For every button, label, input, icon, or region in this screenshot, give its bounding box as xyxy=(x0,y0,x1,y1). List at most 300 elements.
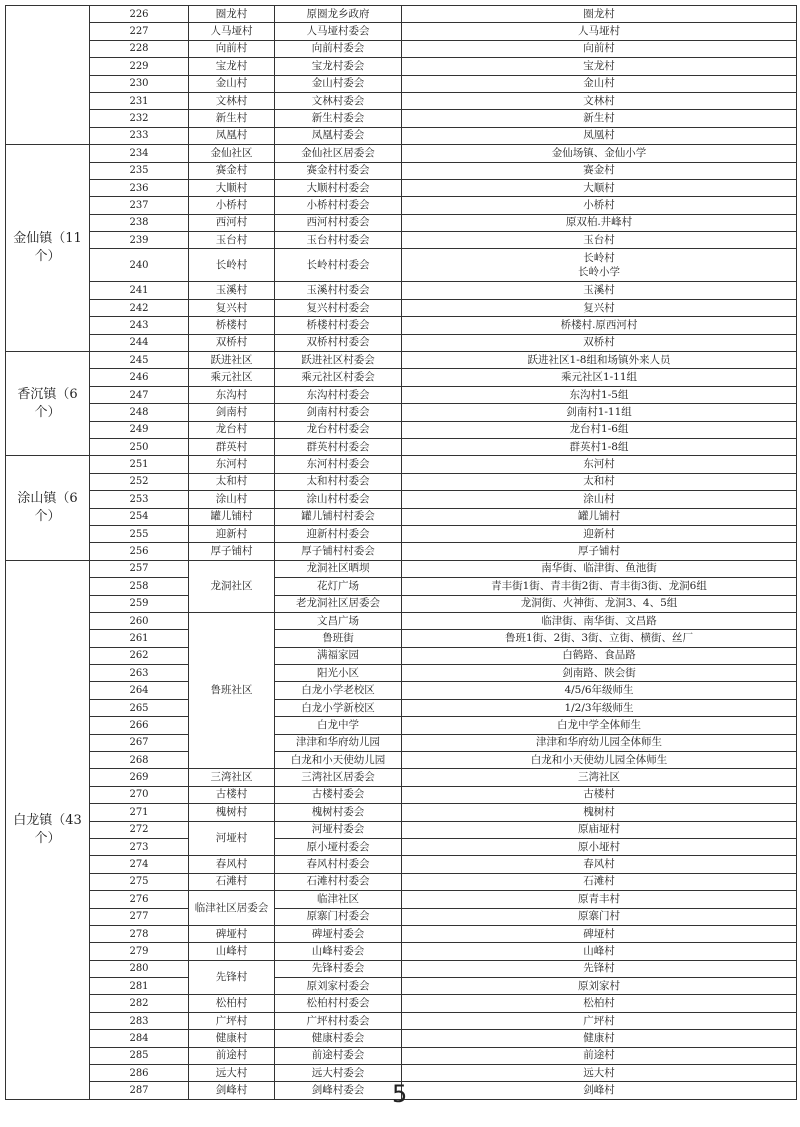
table-row xyxy=(6,162,797,179)
site-cell: 白龙和小天使幼儿园 xyxy=(275,752,402,769)
coverage-cell: 槐树村 xyxy=(402,804,797,821)
site-cell: 玉台村村委会 xyxy=(275,232,402,249)
row-number: 281 xyxy=(90,978,189,995)
site-cell: 石滩村村委会 xyxy=(275,873,402,890)
coverage-cell: 青丰街1街、青丰街2街、青丰街3街、龙洞6组 xyxy=(402,578,797,595)
site-cell: 文林村委会 xyxy=(275,92,402,109)
site-cell: 广坪村村委会 xyxy=(275,1012,402,1029)
coverage-cell: 原双柏.井峰村 xyxy=(402,214,797,231)
village-cell: 广坪村 xyxy=(189,1012,275,1029)
table-row xyxy=(6,473,797,490)
row-number: 233 xyxy=(90,127,189,144)
table-row xyxy=(6,369,797,386)
coverage-cell: 小桥村 xyxy=(402,197,797,214)
table-row xyxy=(6,456,797,473)
row-number: 286 xyxy=(90,1065,189,1082)
site-cell: 花灯广场 xyxy=(275,578,402,595)
site-cell: 剑峰村委会 xyxy=(275,1082,402,1099)
site-cell: 赛金村村委会 xyxy=(275,162,402,179)
site-cell: 桥楼村村委会 xyxy=(275,317,402,334)
table-row xyxy=(6,334,797,351)
coverage-cell: 乘元社区1-11组 xyxy=(402,369,797,386)
village-cell: 剑峰村 xyxy=(189,1082,275,1099)
village-cell: 复兴村 xyxy=(189,299,275,316)
coverage-cell: 临津街、南华街、文昌路 xyxy=(402,612,797,629)
table-row xyxy=(6,92,797,109)
coverage-cell: 先锋村 xyxy=(402,960,797,977)
table-row xyxy=(6,249,797,282)
table-row xyxy=(6,647,797,664)
village-cell: 圈龙村 xyxy=(189,6,275,23)
coverage-cell: 向前村 xyxy=(402,40,797,57)
village-cell: 厚子铺村 xyxy=(189,543,275,560)
coverage-cell: 古楼村 xyxy=(402,786,797,803)
village-cell: 小桥村 xyxy=(189,197,275,214)
table-row xyxy=(6,232,797,249)
village-cell: 群英村 xyxy=(189,438,275,455)
site-cell: 金山村委会 xyxy=(275,75,402,92)
table-row xyxy=(6,838,797,855)
village-cell: 前途村 xyxy=(189,1047,275,1064)
coverage-cell xyxy=(402,249,797,282)
row-number: 283 xyxy=(90,1012,189,1029)
table-row xyxy=(6,856,797,873)
coverage-cell: 白龙和小天使幼儿园全体师生 xyxy=(402,752,797,769)
coverage-cell: 原庙垭村 xyxy=(402,821,797,838)
coverage-cell: 山峰村 xyxy=(402,943,797,960)
row-number: 235 xyxy=(90,162,189,179)
site-cell: 文昌广场 xyxy=(275,612,402,629)
table-row xyxy=(6,612,797,629)
village-cell: 春风村 xyxy=(189,856,275,873)
site-cell: 金仙社区居委会 xyxy=(275,145,402,162)
coverage-cell: 新生村 xyxy=(402,110,797,127)
table-row xyxy=(6,1030,797,1047)
table-row xyxy=(6,282,797,299)
town-cell: 涂山镇（6个） xyxy=(6,456,90,560)
row-number: 255 xyxy=(90,525,189,542)
row-number: 238 xyxy=(90,214,189,231)
site-cell: 西河村村委会 xyxy=(275,214,402,231)
site-cell: 龙台村村委会 xyxy=(275,421,402,438)
site-cell: 满福家园 xyxy=(275,647,402,664)
village-cell: 金山村 xyxy=(189,75,275,92)
row-number: 246 xyxy=(90,369,189,386)
table-row xyxy=(6,40,797,57)
row-number: 230 xyxy=(90,75,189,92)
table-row xyxy=(6,386,797,403)
table-row xyxy=(6,786,797,803)
table-row xyxy=(6,145,797,162)
village-cell: 跃进社区 xyxy=(189,352,275,369)
coverage-cell: 宝龙村 xyxy=(402,58,797,75)
village-cell: 赛金村 xyxy=(189,162,275,179)
coverage-cell: 津津和华府幼儿园全体师生 xyxy=(402,734,797,751)
table-row xyxy=(6,943,797,960)
site-cell: 原小垭村委会 xyxy=(275,838,402,855)
village-cell: 涂山村 xyxy=(189,491,275,508)
village-cell: 槐树村 xyxy=(189,804,275,821)
site-cell: 跃进社区村委会 xyxy=(275,352,402,369)
table-row xyxy=(6,699,797,716)
site-cell: 乘元社区村委会 xyxy=(275,369,402,386)
town-cell: 香沉镇（6个） xyxy=(6,352,90,456)
coverage-cell: 原寨门村 xyxy=(402,908,797,925)
table-row xyxy=(6,525,797,542)
site-cell: 厚子铺村村委会 xyxy=(275,543,402,560)
village-cell: 古楼村 xyxy=(189,786,275,803)
row-number: 273 xyxy=(90,838,189,855)
coverage-cell: 罐儿铺村 xyxy=(402,508,797,525)
coverage-cell: 原刘家村 xyxy=(402,978,797,995)
site-cell: 槐树村委会 xyxy=(275,804,402,821)
table-row xyxy=(6,821,797,838)
row-number: 227 xyxy=(90,23,189,40)
row-number: 284 xyxy=(90,1030,189,1047)
site-cell: 远大村委会 xyxy=(275,1065,402,1082)
table-row xyxy=(6,682,797,699)
coverage-cell: 南华街、临津街、鱼池街 xyxy=(402,560,797,577)
coverage-cell: 涂山村 xyxy=(402,491,797,508)
site-cell: 原寨门村委会 xyxy=(275,908,402,925)
table-row xyxy=(6,197,797,214)
village-cell: 向前村 xyxy=(189,40,275,57)
table-row xyxy=(6,908,797,925)
row-number: 252 xyxy=(90,473,189,490)
table-row xyxy=(6,127,797,144)
village-cell: 东河村 xyxy=(189,456,275,473)
coverage-cell: 龙台村1-6组 xyxy=(402,421,797,438)
site-cell: 迎新村村委会 xyxy=(275,525,402,542)
coverage-cell: 远大村 xyxy=(402,1065,797,1082)
row-number: 271 xyxy=(90,804,189,821)
village-cell: 远大村 xyxy=(189,1065,275,1082)
table-row xyxy=(6,317,797,334)
site-cell: 长岭村村委会 xyxy=(275,249,402,282)
village-cell: 长岭村 xyxy=(189,249,275,282)
site-cell: 人马垭村委会 xyxy=(275,23,402,40)
coverage-cell: 原小垭村 xyxy=(402,838,797,855)
row-number: 262 xyxy=(90,647,189,664)
table-row xyxy=(6,58,797,75)
row-number: 267 xyxy=(90,734,189,751)
row-number: 278 xyxy=(90,925,189,942)
table-row xyxy=(6,995,797,1012)
table-row xyxy=(6,752,797,769)
coverage-cell: 金仙场镇、金仙小学 xyxy=(402,145,797,162)
coverage-cell: 文林村 xyxy=(402,92,797,109)
coverage-cell: 大顺村 xyxy=(402,179,797,196)
site-cell: 阳光小区 xyxy=(275,665,402,682)
table-row xyxy=(6,421,797,438)
site-cell: 东河村村委会 xyxy=(275,456,402,473)
village-cell: 西河村 xyxy=(189,214,275,231)
table-row xyxy=(6,299,797,316)
row-number: 236 xyxy=(90,179,189,196)
table-row xyxy=(6,578,797,595)
row-number: 229 xyxy=(90,58,189,75)
site-cell: 三湾社区居委会 xyxy=(275,769,402,786)
site-cell: 山峰村委会 xyxy=(275,943,402,960)
site-cell: 小桥村村委会 xyxy=(275,197,402,214)
site-cell: 春风村村委会 xyxy=(275,856,402,873)
village-cell: 三湾社区 xyxy=(189,769,275,786)
coverage-cell: 双桥村 xyxy=(402,334,797,351)
table-row xyxy=(6,491,797,508)
town-cell xyxy=(6,6,90,145)
site-cell: 东沟村村委会 xyxy=(275,386,402,403)
row-number: 237 xyxy=(90,197,189,214)
table-row xyxy=(6,508,797,525)
row-number: 242 xyxy=(90,299,189,316)
table-row xyxy=(6,925,797,942)
row-number: 276 xyxy=(90,891,189,908)
table-row xyxy=(6,630,797,647)
coverage-cell: 健康村 xyxy=(402,1030,797,1047)
table-row xyxy=(6,891,797,908)
table-row xyxy=(6,438,797,455)
row-number: 248 xyxy=(90,404,189,421)
village-cell: 桥楼村 xyxy=(189,317,275,334)
coverage-cell: 玉台村 xyxy=(402,232,797,249)
row-number: 287 xyxy=(90,1082,189,1099)
table-row xyxy=(6,734,797,751)
row-number: 266 xyxy=(90,717,189,734)
coverage-cell: 剑南路、陕会街 xyxy=(402,665,797,682)
site-cell: 双桥村村委会 xyxy=(275,334,402,351)
village-cell: 山峰村 xyxy=(189,943,275,960)
site-cell: 鲁班街 xyxy=(275,630,402,647)
coverage-line: 长岭村 xyxy=(583,252,615,265)
table-row xyxy=(6,214,797,231)
site-cell: 白龙中学 xyxy=(275,717,402,734)
village-cell: 金仙社区 xyxy=(189,145,275,162)
table-row xyxy=(6,717,797,734)
village-cell: 迎新村 xyxy=(189,525,275,542)
row-number: 277 xyxy=(90,908,189,925)
village-cell: 人马垭村 xyxy=(189,23,275,40)
row-number: 260 xyxy=(90,612,189,629)
village-cell: 剑南村 xyxy=(189,404,275,421)
coverage-cell: 凤凰村 xyxy=(402,127,797,144)
row-number: 245 xyxy=(90,352,189,369)
site-cell: 河垭村委会 xyxy=(275,821,402,838)
village-cell: 松柏村 xyxy=(189,995,275,1012)
row-number: 280 xyxy=(90,960,189,977)
site-cell: 凤凰村委会 xyxy=(275,127,402,144)
row-number: 263 xyxy=(90,665,189,682)
coverage-cell: 白龙中学全体师生 xyxy=(402,717,797,734)
village-cell: 双桥村 xyxy=(189,334,275,351)
coverage-cell: 春风村 xyxy=(402,856,797,873)
row-number: 256 xyxy=(90,543,189,560)
site-cell: 健康村委会 xyxy=(275,1030,402,1047)
table-row xyxy=(6,6,797,23)
coverage-cell: 金山村 xyxy=(402,75,797,92)
table-row xyxy=(6,404,797,421)
coverage-cell: 太和村 xyxy=(402,473,797,490)
coverage-cell: 跃进社区1-8组和场镇外来人员 xyxy=(402,352,797,369)
table-row xyxy=(6,804,797,821)
row-number: 254 xyxy=(90,508,189,525)
site-cell: 前途村委会 xyxy=(275,1047,402,1064)
village-cell: 河垭村 xyxy=(189,821,275,856)
village-cell: 石滩村 xyxy=(189,873,275,890)
table-row xyxy=(6,23,797,40)
site-cell: 原圈龙乡政府 xyxy=(275,6,402,23)
coverage-cell: 鲁班1街、2街、3街、立街、横街、丝厂 xyxy=(402,630,797,647)
coverage-cell: 原青丰村 xyxy=(402,891,797,908)
coverage-cell: 前途村 xyxy=(402,1047,797,1064)
row-number: 240 xyxy=(90,249,189,282)
table-row xyxy=(6,960,797,977)
table-row xyxy=(6,110,797,127)
village-cell: 鲁班社区 xyxy=(189,612,275,769)
coverage-cell: 人马垭村 xyxy=(402,23,797,40)
village-cell: 乘元社区 xyxy=(189,369,275,386)
row-number: 226 xyxy=(90,6,189,23)
row-number: 261 xyxy=(90,630,189,647)
coverage-cell: 石滩村 xyxy=(402,873,797,890)
row-number: 243 xyxy=(90,317,189,334)
coverage-cell: 群英村1-8组 xyxy=(402,438,797,455)
site-cell: 玉溪村村委会 xyxy=(275,282,402,299)
row-number: 269 xyxy=(90,769,189,786)
site-cell: 老龙洞社区居委会 xyxy=(275,595,402,612)
row-number: 239 xyxy=(90,232,189,249)
coverage-cell: 桥楼村.原西河村 xyxy=(402,317,797,334)
village-cell: 太和村 xyxy=(189,473,275,490)
row-number: 275 xyxy=(90,873,189,890)
coverage-line: 长岭小学 xyxy=(578,266,620,279)
site-cell: 碑垭村委会 xyxy=(275,925,402,942)
site-cell: 群英村村委会 xyxy=(275,438,402,455)
row-number: 228 xyxy=(90,40,189,57)
table-row xyxy=(6,560,797,577)
site-cell: 太和村村委会 xyxy=(275,473,402,490)
table-row xyxy=(6,873,797,890)
village-cell: 玉溪村 xyxy=(189,282,275,299)
coverage-cell: 复兴村 xyxy=(402,299,797,316)
coverage-cell: 厚子铺村 xyxy=(402,543,797,560)
coverage-cell: 剑南村1-11组 xyxy=(402,404,797,421)
site-cell: 复兴村村委会 xyxy=(275,299,402,316)
coverage-cell: 松柏村 xyxy=(402,995,797,1012)
village-cell: 临津社区居委会 xyxy=(189,891,275,926)
table-row xyxy=(6,665,797,682)
site-cell: 原刘家村委会 xyxy=(275,978,402,995)
village-cell: 东沟村 xyxy=(189,386,275,403)
row-number: 274 xyxy=(90,856,189,873)
coverage-cell: 迎新村 xyxy=(402,525,797,542)
site-cell: 涂山村村委会 xyxy=(275,491,402,508)
coverage-cell: 4/5/6年级师生 xyxy=(402,682,797,699)
site-cell: 向前村委会 xyxy=(275,40,402,57)
site-cell: 宝龙村委会 xyxy=(275,58,402,75)
coverage-cell: 赛金村 xyxy=(402,162,797,179)
village-cell: 先锋村 xyxy=(189,960,275,995)
row-number: 250 xyxy=(90,438,189,455)
row-number: 279 xyxy=(90,943,189,960)
village-cell: 碑垭村 xyxy=(189,925,275,942)
town-cell: 金仙镇（11个） xyxy=(6,145,90,352)
vaccination-site-table xyxy=(5,5,797,1100)
site-cell: 津津和华府幼儿园 xyxy=(275,734,402,751)
site-cell: 古楼村委会 xyxy=(275,786,402,803)
row-number: 251 xyxy=(90,456,189,473)
site-cell: 临津社区 xyxy=(275,891,402,908)
coverage-cell: 圈龙村 xyxy=(402,6,797,23)
site-cell: 大顺村村委会 xyxy=(275,179,402,196)
village-cell: 文林村 xyxy=(189,92,275,109)
table-row xyxy=(6,75,797,92)
coverage-cell: 剑峰村 xyxy=(402,1082,797,1099)
village-cell: 宝龙村 xyxy=(189,58,275,75)
site-cell: 剑南村村委会 xyxy=(275,404,402,421)
site-cell: 先锋村委会 xyxy=(275,960,402,977)
site-cell: 罐儿铺村村委会 xyxy=(275,508,402,525)
table-row xyxy=(6,1012,797,1029)
site-cell: 龙洞社区晒坝 xyxy=(275,560,402,577)
coverage-cell: 白鹤路、食品路 xyxy=(402,647,797,664)
coverage-cell: 玉溪村 xyxy=(402,282,797,299)
table-row xyxy=(6,769,797,786)
site-cell: 白龙小学新校区 xyxy=(275,699,402,716)
table-row xyxy=(6,595,797,612)
village-cell: 健康村 xyxy=(189,1030,275,1047)
row-number: 285 xyxy=(90,1047,189,1064)
coverage-cell: 碑垭村 xyxy=(402,925,797,942)
page-number: 5 xyxy=(392,1080,408,1108)
row-number: 247 xyxy=(90,386,189,403)
row-number: 268 xyxy=(90,752,189,769)
village-cell: 龙台村 xyxy=(189,421,275,438)
table-row xyxy=(6,179,797,196)
table-row xyxy=(6,1047,797,1064)
row-number: 253 xyxy=(90,491,189,508)
coverage-cell: 三湾社区 xyxy=(402,769,797,786)
village-cell: 凤凰村 xyxy=(189,127,275,144)
row-number: 264 xyxy=(90,682,189,699)
village-cell: 玉台村 xyxy=(189,232,275,249)
row-number: 257 xyxy=(90,560,189,577)
row-number: 231 xyxy=(90,92,189,109)
row-number: 265 xyxy=(90,699,189,716)
row-number: 270 xyxy=(90,786,189,803)
site-cell: 松柏村村委会 xyxy=(275,995,402,1012)
village-cell: 大顺村 xyxy=(189,179,275,196)
coverage-cell: 东河村 xyxy=(402,456,797,473)
village-cell: 新生村 xyxy=(189,110,275,127)
table-row xyxy=(6,543,797,560)
row-number: 282 xyxy=(90,995,189,1012)
village-cell: 罐儿铺村 xyxy=(189,508,275,525)
coverage-cell: 1/2/3年级师生 xyxy=(402,699,797,716)
row-number: 249 xyxy=(90,421,189,438)
site-cell: 白龙小学老校区 xyxy=(275,682,402,699)
coverage-cell: 龙洞街、火神街、龙洞3、4、5组 xyxy=(402,595,797,612)
row-number: 234 xyxy=(90,145,189,162)
site-cell: 新生村委会 xyxy=(275,110,402,127)
table-row xyxy=(6,978,797,995)
coverage-cell: 东沟村1-5组 xyxy=(402,386,797,403)
town-cell: 白龙镇（43个） xyxy=(6,560,90,1099)
village-cell: 龙洞社区 xyxy=(189,560,275,612)
row-number: 241 xyxy=(90,282,189,299)
coverage-cell: 广坪村 xyxy=(402,1012,797,1029)
row-number: 258 xyxy=(90,578,189,595)
row-number: 259 xyxy=(90,595,189,612)
